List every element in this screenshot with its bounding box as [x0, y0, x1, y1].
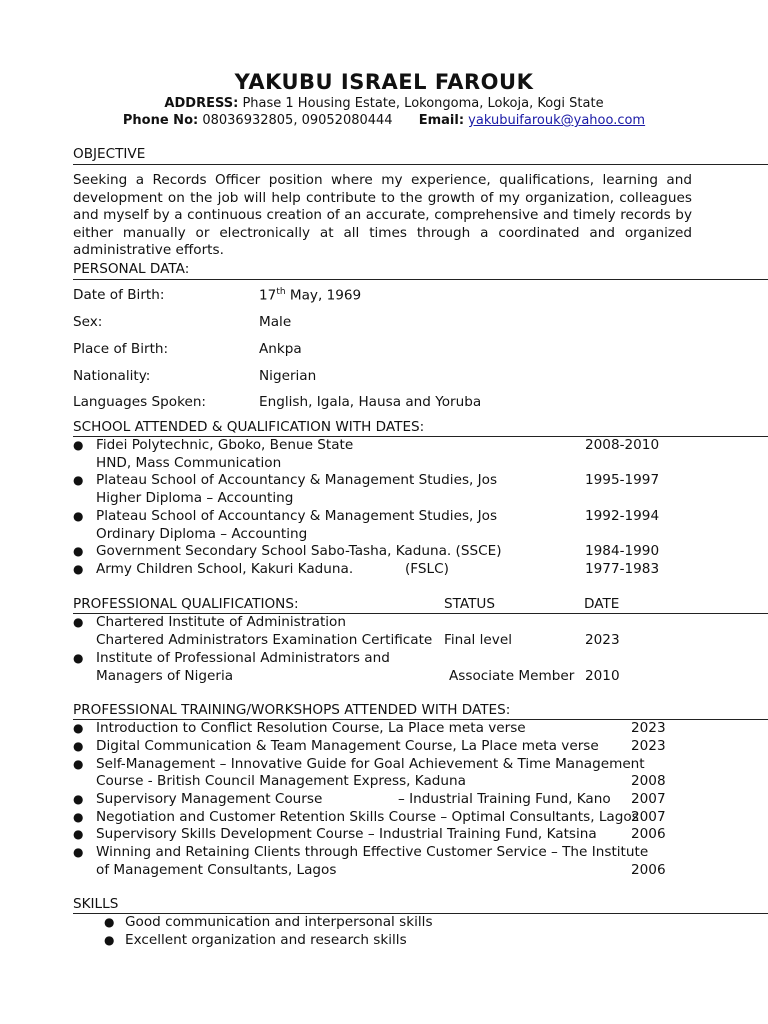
bullet-icon: ● — [73, 562, 84, 576]
candidate-name: YAKUBU ISRAEL FAROUK — [234, 70, 534, 94]
bullet-icon: ● — [73, 651, 84, 665]
training-year: 2006 — [631, 862, 666, 878]
objective-divider — [73, 164, 768, 165]
phone-value: 08036932805, 09052080444 — [202, 113, 393, 128]
bullet-icon: ● — [73, 827, 84, 841]
dob-value — [259, 287, 361, 304]
training-year: 2006 — [631, 826, 666, 842]
bullet-icon: ● — [73, 721, 84, 735]
address-value: Phase 1 Housing Estate, Lokongoma, Lokoja, Kogi State — [242, 96, 604, 111]
qualification-body: Institute of Professional Administrators and — [96, 650, 390, 666]
qualification-date: 2023 — [585, 632, 620, 648]
email-link[interactable]: yakubuifarouk@yahoo.com — [468, 113, 646, 128]
training-title-continued: of Management Consultants, Lagos — [96, 862, 337, 878]
bullet-icon: ● — [73, 473, 84, 487]
training-heading: PROFESSIONAL TRAINING/WORKSHOPS ATTENDED WITH DATES: — [73, 702, 511, 718]
school-name: Plateau School of Accountancy & Management Studies, Jos — [96, 472, 498, 488]
bullet-icon: ● — [73, 509, 84, 523]
personal-data-divider — [73, 279, 768, 280]
training-title: Supervisory Skills Development Course – Industrial Training Fund, Katsina — [96, 826, 597, 842]
languages-label: Languages Spoken: — [73, 394, 207, 410]
address-line — [0, 96, 768, 111]
objective-line: either manually or electronically at all times through a coordinated and organized — [73, 224, 692, 241]
bullet-icon: ● — [73, 845, 84, 859]
bullet-icon: ● — [73, 739, 84, 753]
status-column-heading: STATUS — [444, 596, 496, 612]
training-title: Winning and Retaining Clients through Effective Customer Service – The Institute — [96, 844, 649, 860]
sex-value: Male — [259, 314, 292, 330]
school-dates: 1977-1983 — [585, 561, 660, 577]
qualification-status: Final level — [444, 632, 512, 648]
training-year: 2023 — [631, 738, 666, 754]
training-year: 2023 — [631, 720, 666, 736]
nationality-value: Nigerian — [259, 368, 317, 384]
dob-day: 17 — [259, 287, 277, 304]
address-label: ADDRESS: — [164, 96, 239, 111]
school-name: Plateau School of Accountancy & Management Studies, Jos — [96, 508, 498, 524]
training-provider: – Industrial Training Fund, Kano — [398, 791, 611, 807]
objective-heading: OBJECTIVE — [73, 146, 146, 162]
objective-line: and myself by a continuous creation of an accurate, comprehensive and timely records by — [73, 207, 692, 224]
school-qualification: (FSLC) — [405, 561, 449, 577]
professional-heading: PROFESSIONAL QUALIFICATIONS: — [73, 596, 299, 612]
objective-line: Seeking a Records Officer position where my experience, qualifications, learning and — [73, 172, 692, 188]
skill-item: Good communication and interpersonal skills — [125, 914, 433, 930]
personal-data-heading: PERSONAL DATA: — [73, 261, 190, 277]
qualification-title: Chartered Administrators Examination Certificate — [96, 632, 433, 648]
school-dates: 1995-1997 — [585, 472, 660, 488]
school-name: Government Secondary School Sabo-Tasha, Kaduna. (SSCE) — [96, 543, 502, 559]
objective-line: development on the job will help contribute to the growth of my organization, colleagues — [73, 189, 692, 206]
school-qualification: HND, Mass Communication — [96, 455, 282, 471]
bullet-icon: ● — [104, 915, 115, 929]
training-title-continued: Course - British Council Management Express, Kaduna — [96, 773, 466, 789]
objective-text — [73, 172, 692, 260]
nationality-label: Nationality: — [73, 368, 151, 384]
pob-value: Ankpa — [259, 341, 302, 357]
training-title: Self-Management – Innovative Guide for Goal Achievement & Time Management — [96, 756, 645, 772]
school-dates: 1984-1990 — [585, 543, 660, 559]
school-qualification: Ordinary Diploma – Accounting — [96, 526, 308, 542]
qualification-body: Chartered Institute of Administration — [96, 614, 346, 630]
bullet-icon: ● — [73, 757, 84, 771]
training-title: Introduction to Conflict Resolution Course, La Place meta verse — [96, 720, 526, 736]
skills-heading: SKILLS — [73, 896, 119, 912]
dob-suffix: th — [276, 287, 286, 297]
pob-label: Place of Birth: — [73, 341, 169, 357]
contact-line — [0, 113, 768, 128]
school-name: Army Children School, Kakuri Kaduna. — [96, 561, 354, 577]
training-year: 2007 — [631, 809, 666, 825]
sex-label: Sex: — [73, 314, 103, 330]
skill-item: Excellent organization and research skills — [125, 932, 407, 948]
schools-heading: SCHOOL ATTENDED & QUALIFICATION WITH DATES: — [73, 419, 425, 435]
dob-label: Date of Birth: — [73, 287, 165, 303]
phone-label: Phone No: — [122, 113, 199, 128]
bullet-icon: ● — [73, 615, 84, 629]
bullet-icon: ● — [73, 438, 84, 452]
dob-rest: May, 1969 — [285, 287, 362, 304]
objective-line: administrative efforts. — [73, 242, 224, 259]
school-dates: 1992-1994 — [585, 508, 660, 524]
school-dates: 2008-2010 — [585, 437, 660, 453]
qualification-title: Managers of Nigeria — [96, 668, 234, 684]
bullet-icon: ● — [73, 810, 84, 824]
training-title: Supervisory Management Course — [96, 791, 323, 807]
date-column-heading: DATE — [584, 596, 620, 612]
email-label: Email: — [418, 113, 465, 128]
training-year: 2008 — [631, 773, 666, 789]
school-name: Fidei Polytechnic, Gboko, Benue State — [96, 437, 354, 453]
training-title: Negotiation and Customer Retention Skills Course – Optimal Consultants, Lagos — [96, 809, 639, 825]
training-title: Digital Communication & Team Management Course, La Place meta verse — [96, 738, 599, 754]
bullet-icon: ● — [73, 792, 84, 806]
training-year: 2007 — [631, 791, 666, 807]
school-qualification: Higher Diploma – Accounting — [96, 490, 294, 506]
qualification-status: Associate Member — [449, 668, 575, 684]
qualification-date: 2010 — [585, 668, 620, 684]
bullet-icon: ● — [104, 933, 115, 947]
languages-value: English, Igala, Hausa and Yoruba — [259, 394, 482, 410]
bullet-icon: ● — [73, 544, 84, 558]
